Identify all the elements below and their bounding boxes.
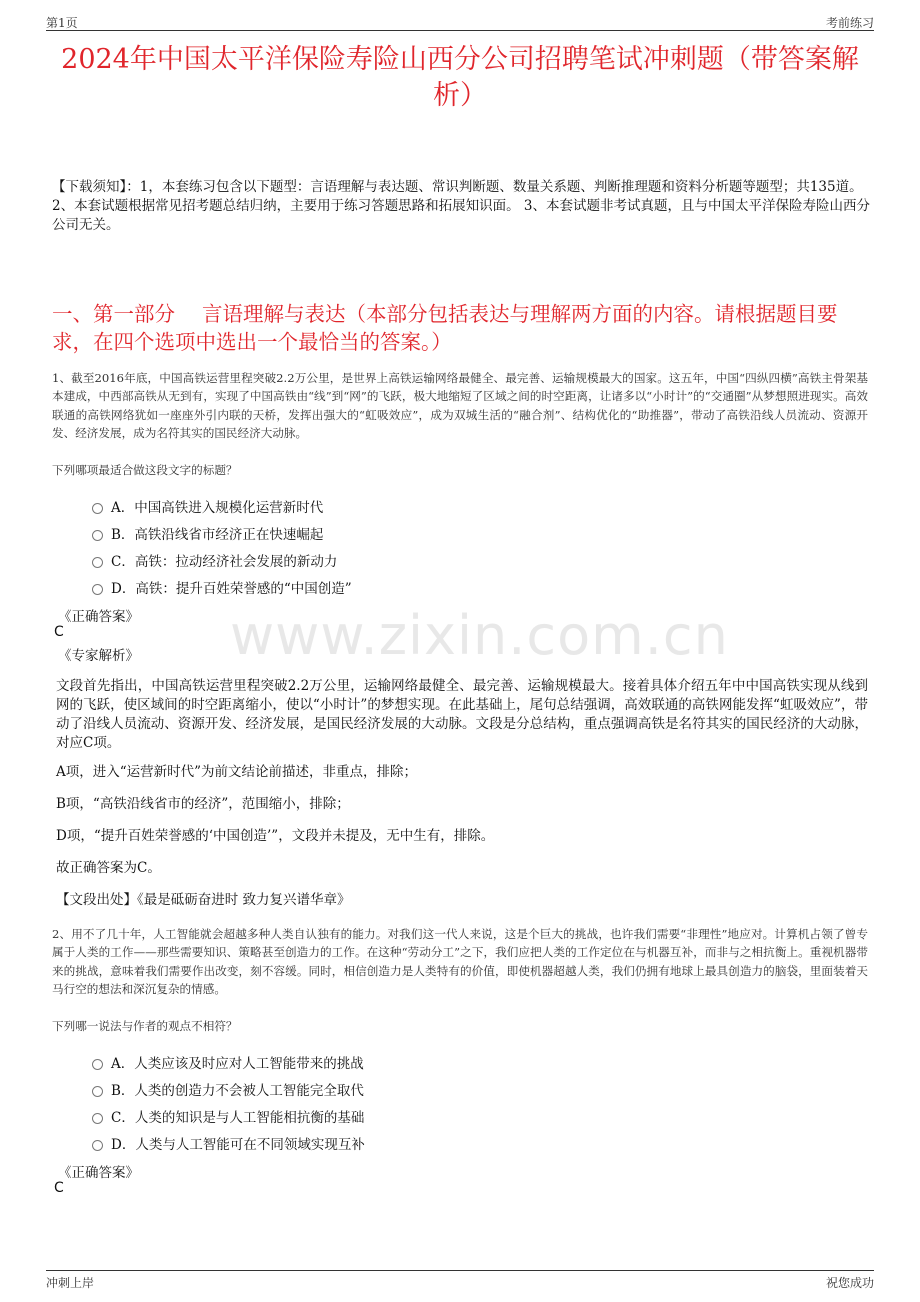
option-label: D．人类与人工智能可在不同领域实现互补 xyxy=(111,1137,365,1153)
q1-option-b[interactable] xyxy=(92,523,323,543)
q2-answer: C xyxy=(54,1180,64,1196)
radio-icon[interactable] xyxy=(92,1113,103,1124)
footer-left: 冲刺上岸 xyxy=(46,1276,95,1290)
option-label: C．人类的知识是与人工智能相抗衡的基础 xyxy=(111,1110,365,1126)
option-label: B．人类的创造力不会被人工智能完全取代 xyxy=(111,1083,364,1099)
page-header xyxy=(46,12,874,31)
option-label: D．高铁：提升百姓荣誉感的“中国创造” xyxy=(111,581,352,597)
q2-passage: 2、用不了几十年，人工智能就会超越多种人类自认独有的能力。对我们这一代人来说，这是个巨大的挑战，也许我们需要“非理性”地应对。计算机占领了曾专属于人类的工作——那些需要知识、策略甚至创造力的工作。在这种“劳动分工”之下，我们应把人类的工作定位在与机器互补，而非与之相抗衡上。重视机器带来的挑战，意味着我们需要作出改变，刻不容缓。同时，相信创造力是人类特有的价值，即使机器超越人类，我们仍拥有地球上最具创造力的脑袋，里面装着天马行空的想法和深沉复杂的情感。 xyxy=(52,927,868,997)
q1-question: 下列哪项最适合做这段文字的标题？ xyxy=(52,463,238,477)
q2-option-b[interactable] xyxy=(92,1079,364,1099)
section-heading: 一、第一部分 言语理解与表达（本部分包括表达与理解两方面的内容。请根据题目要求，在四个选项中选出一个最恰当的答案。） xyxy=(52,302,838,354)
radio-icon[interactable] xyxy=(92,1059,103,1070)
q1-source: 【文段出处】《最是砥砺奋进时 致力复兴谱华章》 xyxy=(56,892,351,908)
q1-passage: 1、截至2016年底，中国高铁运营里程突破2.2万公里，是世界上高铁运输网络最健全、最完善、运输规模最大的国家。这五年，中国“四纵四横”高铁主骨架基本建成，中西部高铁从无到有，实现了中国高铁由“线”到“网”的飞跃，极大地缩短了区域之间的时空距离，让诸多以“小时计”的“交通圈”从梦想照进现实。高效联通的高铁网络犹如一座座外引内联的天桥，发挥出强大的“虹吸效应”，成为双城生活的“融合剂”、结构优化的“助推器”，带动了高铁沿线人员流动、资源开发、经济发展，成为名符其实的国民经济大动脉。 xyxy=(52,371,868,441)
q1-analysis-b: B项，“高铁沿线省市的经济”，范围缩小，排除； xyxy=(56,796,350,812)
option-label: C．高铁：拉动经济社会发展的新动力 xyxy=(111,554,338,570)
radio-icon[interactable] xyxy=(92,1086,103,1097)
q1-option-a[interactable] xyxy=(92,496,323,516)
q1-analysis-a: A项，进入“运营新时代”为前文结论前描述，非重点，排除； xyxy=(56,764,418,780)
q1-option-d[interactable] xyxy=(92,577,352,597)
q2-answer-label: 《正确答案》 xyxy=(58,1165,139,1181)
q2-option-c[interactable] xyxy=(92,1106,364,1126)
footer-right: 祝您成功 xyxy=(825,1276,874,1290)
q2-option-a[interactable] xyxy=(92,1052,364,1072)
q1-analysis-label: 《专家解析》 xyxy=(58,648,139,664)
radio-icon[interactable] xyxy=(92,1140,103,1151)
watermark: www.zixin.com.cn xyxy=(230,604,729,667)
option-label: B．高铁沿线省市经济正在快速崛起 xyxy=(111,527,324,543)
q2-question: 下列哪一说法与作者的观点不相符？ xyxy=(52,1019,238,1033)
radio-icon[interactable] xyxy=(92,584,103,595)
radio-icon[interactable] xyxy=(92,557,103,568)
q1-answer: C xyxy=(54,624,64,640)
q1-analysis-conclusion: 故正确答案为C。 xyxy=(56,860,161,876)
page-footer xyxy=(46,1270,874,1291)
q1-analysis-d: D项，“提升百姓荣誉感的‘中国创造’”，文段并未提及，无中生有，排除。 xyxy=(56,828,495,844)
option-label: A．人类应该及时应对人工智能带来的挑战 xyxy=(111,1056,364,1072)
option-label: A．中国高铁进入规模化运营新时代 xyxy=(111,500,324,516)
page-number: 第1页 xyxy=(46,16,78,30)
download-notice: 【下载须知】：1，本套练习包含以下题型：言语理解与表达题、常识判断题、数量关系题、判断推理题和资料分析题等题型；共135道。 2、本套试题根据常见招考题总结归纳，主要用于练习答题思路和拓展知识面。 3、本套试题非考试真题，且与中国太平洋保险寿险山西分公司无关。 xyxy=(52,179,870,233)
q1-answer-label: 《正确答案》 xyxy=(58,609,139,625)
q1-option-c[interactable] xyxy=(92,550,337,570)
header-label: 考前练习 xyxy=(825,16,874,30)
radio-icon[interactable] xyxy=(92,503,103,514)
radio-icon[interactable] xyxy=(92,530,103,541)
q1-analysis-summary: 文段首先指出，中国高铁运营里程突破2.2万公里，运输网络最健全、最完善、运输规模最大。接着具体介绍五年中中国高铁实现从线到网的飞跃，使区域间的时空距离缩小，使以“小时计”的梦想实现。在此基础上，尾句总结强调，高效联通的高铁网能发挥“虹吸效应”，带动了沿线人员流动、资源开发、经济发展，是国民经济发展的大动脉。文段是分总结构，重点强调高铁是名符其实的国民经济的大动脉，对应C项。 xyxy=(56,678,868,751)
q2-option-d[interactable] xyxy=(92,1133,365,1153)
page-title: 2024年中国太平洋保险寿险山西分公司招聘笔试冲刺题（带答案解析） xyxy=(61,44,859,111)
